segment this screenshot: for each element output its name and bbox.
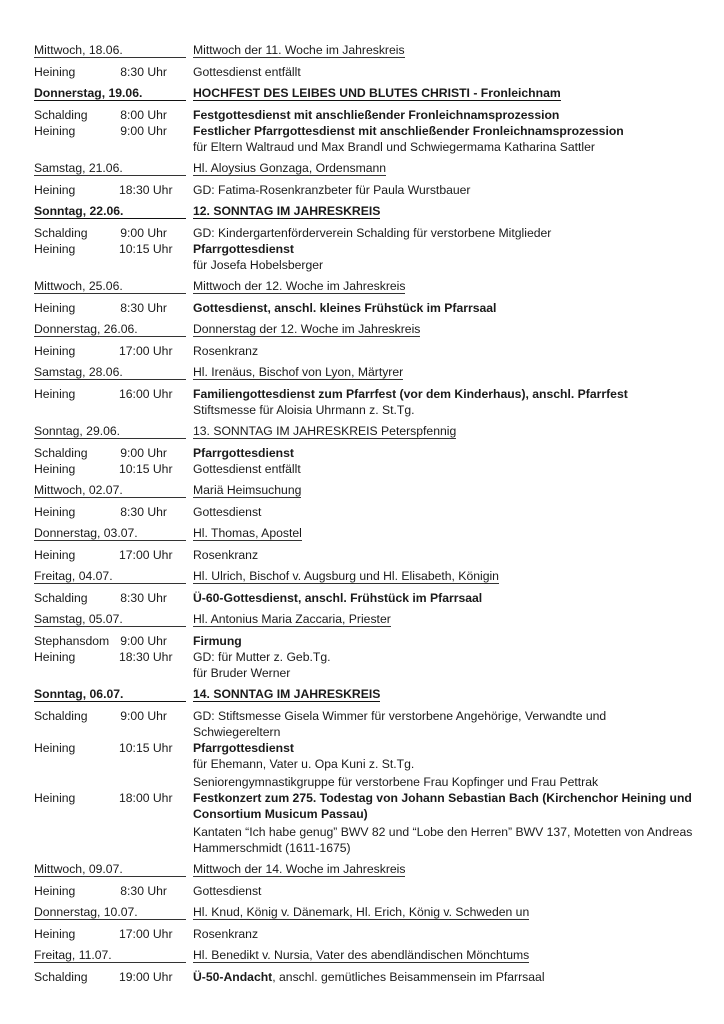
description-line: Pfarrgottesdienst — [193, 446, 294, 460]
day-section — [34, 41, 694, 80]
entry-time: 10:15 Uhr — [119, 741, 173, 755]
day-date: Donnerstag, 26.06. — [34, 322, 186, 337]
description-line: Stiftsmesse für Aloisia Uhrmann z. St.Tg. — [193, 403, 415, 417]
day-header — [34, 84, 694, 101]
day-date: Samstag, 28.06. — [34, 365, 186, 380]
day-section — [34, 685, 694, 856]
entry-description — [193, 241, 694, 273]
entry-place: Heining — [34, 65, 76, 79]
day-section — [34, 860, 694, 899]
day-section — [34, 946, 694, 985]
day-header — [34, 685, 694, 702]
entry-place: Schalding — [34, 970, 88, 984]
day-entries — [34, 504, 694, 520]
day-date: Samstag, 21.06. — [34, 161, 186, 176]
description-line: Pfarrgottesdienst — [193, 741, 294, 755]
day-liturgical-title: Hl. Knud, König v. Dänemark, Hl. Erich, König v. Schweden un — [193, 905, 530, 919]
day-entries — [34, 969, 694, 985]
day-liturgical-title: Mariä Heimsuchung — [193, 483, 302, 497]
entry-time: 8:30 Uhr — [120, 65, 167, 79]
day-entries — [34, 182, 694, 198]
day-entries — [34, 590, 694, 606]
service-entry — [34, 504, 694, 520]
day-header — [34, 481, 694, 498]
day-date: Donnerstag, 10.07. — [34, 905, 186, 920]
day-header — [34, 860, 694, 877]
description-line: Rosenkranz — [193, 548, 259, 562]
service-entry — [34, 740, 694, 790]
day-entries — [34, 64, 694, 80]
entry-time: 17:00 Uhr — [119, 927, 173, 941]
entry-time: 18:30 Uhr — [119, 183, 173, 197]
entry-place: Heining — [34, 884, 76, 898]
description-line: für Eltern Waltraud und Max Brandl und Schwiegermama Katharina Sattler — [193, 140, 595, 154]
entry-time: 8:30 Uhr — [120, 301, 167, 315]
day-date: Samstag, 05.07. — [34, 612, 186, 627]
service-entry — [34, 445, 694, 461]
day-date: Freitag, 11.07. — [34, 948, 186, 963]
service-entry — [34, 969, 694, 985]
day-header — [34, 320, 694, 337]
description-line: Familiengottesdienst zum Pfarrfest (vor dem Kinderhaus), anschl. Pfarrfest — [193, 387, 628, 401]
day-section — [34, 422, 694, 477]
day-section — [34, 202, 694, 273]
service-entry — [34, 123, 694, 155]
service-entry — [34, 225, 694, 241]
entry-time: 19:00 Uhr — [119, 970, 173, 984]
day-entries — [34, 386, 694, 418]
entry-description — [193, 182, 694, 198]
description-line: GD: Stiftsmesse Gisela Wimmer für verstorbene Angehörige, Verwandte und Schwiegereltern — [193, 709, 607, 739]
day-liturgical-title: Mittwoch der 14. Woche im Jahreskreis — [193, 862, 406, 876]
day-header — [34, 41, 694, 58]
entry-time: 9:00 Uhr — [120, 226, 167, 240]
entry-place: Heining — [34, 387, 76, 401]
description-line: GD: Fatima-Rosenkranzbeter für Paula Wurstbauer — [193, 183, 471, 197]
service-entry — [34, 343, 694, 359]
service-entry — [34, 883, 694, 899]
entry-place: Schalding — [34, 591, 88, 605]
schedule-document — [34, 38, 694, 989]
day-date: Mittwoch, 18.06. — [34, 43, 186, 58]
day-entries — [34, 708, 694, 856]
entry-description — [193, 123, 694, 155]
entry-description — [193, 225, 694, 241]
entry-place: Heining — [34, 183, 76, 197]
day-liturgical-title: Hl. Benedikt v. Nursia, Vater des abendländischen Mönchtums — [193, 948, 530, 962]
day-section — [34, 524, 694, 563]
day-liturgical-title: Mittwoch der 12. Woche im Jahreskreis — [193, 279, 406, 293]
day-header — [34, 610, 694, 627]
day-liturgical-title: Hl. Thomas, Apostel — [193, 526, 302, 540]
description-line: Festkonzert zum 275. Todestag von Johann Sebastian Bach (Kirchenchor Heining und Consortium Musicum Passau) — [193, 791, 692, 821]
service-entry — [34, 708, 694, 740]
day-entries — [34, 547, 694, 563]
entry-description — [193, 343, 694, 359]
entry-description — [193, 790, 694, 856]
entry-time: 10:15 Uhr — [119, 242, 173, 256]
service-entry — [34, 547, 694, 563]
entry-description — [193, 445, 694, 461]
day-liturgical-title: 13. SONNTAG IM JAHRESKREIS Peterspfennig — [193, 424, 457, 438]
entry-description — [193, 883, 694, 899]
entry-place: Heining — [34, 548, 76, 562]
entry-place: Schalding — [34, 108, 88, 122]
entry-description — [193, 969, 694, 985]
description-line: GD: Kindergartenförderverein Schalding für verstorbene Mitglieder — [193, 226, 552, 240]
entry-time: 8:30 Uhr — [120, 884, 167, 898]
entry-time: 8:00 Uhr — [120, 108, 167, 122]
entry-time: 18:30 Uhr — [119, 650, 173, 664]
day-section — [34, 320, 694, 359]
day-header — [34, 159, 694, 176]
day-entries — [34, 445, 694, 477]
day-section — [34, 159, 694, 198]
day-date: Sonntag, 29.06. — [34, 424, 186, 439]
entry-description — [193, 633, 694, 649]
entry-time: 8:30 Uhr — [120, 591, 167, 605]
entry-time: 10:15 Uhr — [119, 462, 173, 476]
entry-place: Stephansdom — [34, 634, 110, 648]
description-line: Gottesdienst, anschl. kleines Frühstück im Pfarrsaal — [193, 301, 497, 315]
day-entries — [34, 300, 694, 316]
description-line: Firmung — [193, 634, 242, 648]
entry-place: Schalding — [34, 446, 88, 460]
entry-place: Schalding — [34, 226, 88, 240]
day-date: Freitag, 04.07. — [34, 569, 186, 584]
description-segment: Ü-50-Andacht — [193, 970, 273, 984]
description-line: Gottesdienst — [193, 505, 262, 519]
day-liturgical-title: HOCHFEST DES LEIBES UND BLUTES CHRISTI - Fronleichnam — [193, 86, 561, 100]
day-entries — [34, 633, 694, 681]
day-entries — [34, 107, 694, 155]
description-line: Pfarrgottesdienst — [193, 242, 294, 256]
day-section — [34, 567, 694, 606]
service-entry — [34, 590, 694, 606]
day-section — [34, 363, 694, 418]
service-entry — [34, 107, 694, 123]
day-entries — [34, 225, 694, 273]
description-line: Kantaten “Ich habe genug” BWV 82 und “Lobe den Herren” BWV 137, Motetten von Andreas Hammerschmidt (1611-1675) — [193, 825, 693, 855]
description-line: für Ehemann, Vater u. Opa Kuni z. St.Tg. — [193, 757, 415, 771]
description-line: Rosenkranz — [193, 344, 259, 358]
day-liturgical-title: Donnerstag der 12. Woche im Jahreskreis — [193, 322, 421, 336]
entry-description — [193, 64, 694, 80]
description-segment: , anschl. gemütliches Beisammensein im Pfarrsaal — [272, 970, 545, 984]
entry-time: 18:00 Uhr — [119, 791, 173, 805]
day-date: Mittwoch, 25.06. — [34, 279, 186, 294]
day-header — [34, 422, 694, 439]
entry-time: 17:00 Uhr — [119, 548, 173, 562]
day-section — [34, 84, 694, 155]
entry-description — [193, 107, 694, 123]
entry-place: Heining — [34, 124, 76, 138]
day-date: Donnerstag, 19.06. — [34, 86, 186, 101]
description-line: Festlicher Pfarrgottesdienst mit anschließender Fronleichnamsprozession — [193, 124, 624, 138]
service-entry — [34, 182, 694, 198]
description-line: Gottesdienst entfällt — [193, 462, 301, 476]
entry-description — [193, 504, 694, 520]
day-liturgical-title: 14. SONNTAG IM JAHRESKREIS — [193, 687, 381, 701]
entry-place: Heining — [34, 791, 76, 805]
entry-place: Heining — [34, 344, 76, 358]
day-header — [34, 946, 694, 963]
entry-description — [193, 590, 694, 606]
day-header — [34, 524, 694, 541]
entry-place: Heining — [34, 462, 76, 476]
entry-description — [193, 708, 694, 740]
entry-time: 9:00 Uhr — [120, 124, 167, 138]
entry-time: 17:00 Uhr — [119, 344, 173, 358]
day-entries — [34, 883, 694, 899]
description-line: Seniorengymnastikgruppe für verstorbene Frau Kopfinger und Frau Pettrak — [193, 775, 599, 789]
service-entry — [34, 926, 694, 942]
service-entry — [34, 64, 694, 80]
service-entry — [34, 649, 694, 681]
entry-time: 9:00 Uhr — [120, 446, 167, 460]
description-line: Rosenkranz — [193, 927, 259, 941]
day-liturgical-title: Hl. Irenäus, Bischof von Lyon, Märtyrer — [193, 365, 404, 379]
day-entries — [34, 343, 694, 359]
entry-place: Heining — [34, 741, 76, 755]
entry-place: Heining — [34, 242, 76, 256]
day-date: Sonntag, 22.06. — [34, 204, 186, 219]
day-section — [34, 481, 694, 520]
entry-time: 9:00 Uhr — [120, 709, 167, 723]
description-line: GD: für Mutter z. Geb.Tg. — [193, 650, 331, 664]
day-date: Donnerstag, 03.07. — [34, 526, 186, 541]
service-entry — [34, 386, 694, 418]
description-line: für Bruder Werner — [193, 666, 291, 680]
entry-description — [193, 926, 694, 942]
entry-place: Heining — [34, 650, 76, 664]
entry-description — [193, 649, 694, 681]
day-date: Mittwoch, 02.07. — [34, 483, 186, 498]
entry-description — [193, 461, 694, 477]
service-entry — [34, 461, 694, 477]
day-header — [34, 363, 694, 380]
description-line: Festgottesdienst mit anschließender Fronleichnamsprozession — [193, 108, 560, 122]
day-header — [34, 277, 694, 294]
service-entry — [34, 241, 694, 273]
description-line: Gottesdienst entfällt — [193, 65, 301, 79]
entry-description — [193, 300, 694, 316]
day-entries — [34, 926, 694, 942]
service-entry — [34, 300, 694, 316]
day-section — [34, 610, 694, 681]
entry-time: 8:30 Uhr — [120, 505, 167, 519]
entry-description — [193, 547, 694, 563]
day-liturgical-title: Hl. Antonius Maria Zaccaria, Priester — [193, 612, 391, 626]
day-date: Mittwoch, 09.07. — [34, 862, 186, 877]
day-liturgical-title: Hl. Ulrich, Bischof v. Augsburg und Hl. Elisabeth, Königin — [193, 569, 499, 583]
day-header — [34, 202, 694, 219]
description-line — [193, 969, 694, 985]
entry-place: Heining — [34, 505, 76, 519]
day-liturgical-title: 12. SONNTAG IM JAHRESKREIS — [193, 204, 381, 218]
day-date: Sonntag, 06.07. — [34, 687, 186, 702]
day-header — [34, 903, 694, 920]
description-line: Ü-60-Gottesdienst, anschl. Frühstück im Pfarrsaal — [193, 591, 483, 605]
entry-description — [193, 740, 694, 790]
entry-place: Schalding — [34, 709, 88, 723]
entry-place: Heining — [34, 927, 76, 941]
service-entry — [34, 633, 694, 649]
day-liturgical-title: Hl. Aloysius Gonzaga, Ordensmann — [193, 161, 387, 175]
description-line: für Josefa Hobelsberger — [193, 258, 324, 272]
entry-time: 16:00 Uhr — [119, 387, 173, 401]
day-liturgical-title: Mittwoch der 11. Woche im Jahreskreis — [193, 43, 405, 57]
entry-time: 9:00 Uhr — [120, 634, 167, 648]
entry-description — [193, 386, 694, 418]
service-entry — [34, 790, 694, 856]
day-header — [34, 567, 694, 584]
description-line: Gottesdienst — [193, 884, 262, 898]
day-section — [34, 277, 694, 316]
entry-place: Heining — [34, 301, 76, 315]
day-section — [34, 903, 694, 942]
